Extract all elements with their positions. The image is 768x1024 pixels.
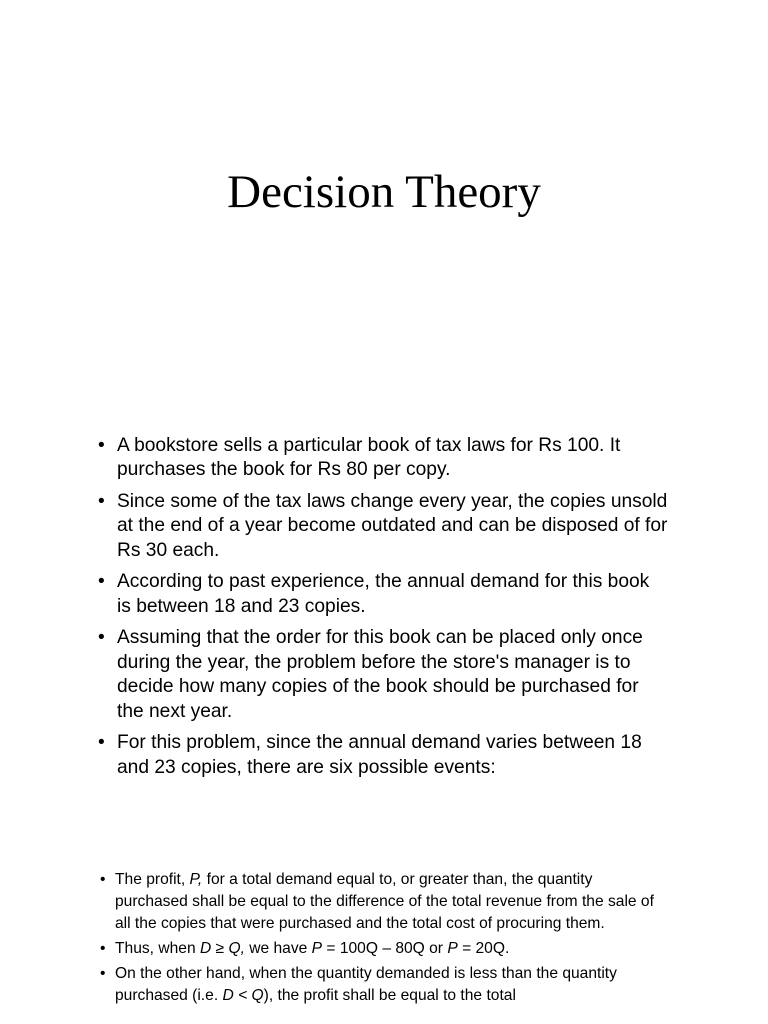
- bullet-list-intro: [98, 434, 668, 787]
- bullet-item: [100, 938, 666, 960]
- bullet-dot-icon: •: [98, 435, 105, 456]
- bullet-item: [98, 490, 668, 563]
- slide-title: Decision Theory: [227, 166, 541, 218]
- bullet-dot-icon: •: [98, 571, 105, 593]
- text-run: for a total demand equal to, or greater than, the quantity purchased shall be equal to the difference of the total revenue from the sale of all the copies that were purchased and the total cost of procuring them.: [115, 871, 654, 932]
- profit-symbol: P: [447, 939, 458, 957]
- bullet-item: [100, 869, 666, 934]
- text-run: ), the profit shall be equal to the total: [263, 986, 516, 1004]
- profit-symbol: P: [311, 939, 323, 957]
- bullet-text: For this problem, since the annual demand varies between 18 and 23 copies, there are six possible events:: [117, 732, 642, 778]
- bullet-item: [100, 963, 666, 1007]
- profit-symbol: P,: [189, 871, 203, 888]
- bullet-dot-icon: •: [100, 964, 106, 982]
- text-run: we have: [244, 939, 312, 957]
- bullet-item: [98, 570, 668, 619]
- bullet-list-profit: [100, 869, 666, 1010]
- text-run: = 100Q – 80Q or: [322, 939, 448, 957]
- text-run: On the other hand, when the quantity demanded is less than the quantity purchased (i.e.: [115, 964, 617, 1004]
- bullet-dot-icon: •: [98, 732, 105, 754]
- bullet-text: Assuming that the order for this book can be placed only once during the year, the problem before the store's manager is to decide how many copies of the book should be purchased for the next year.: [117, 627, 643, 722]
- bullet-text: [115, 938, 666, 960]
- condition-expression: D < Q: [222, 986, 264, 1004]
- bullet-dot-icon: •: [98, 491, 105, 512]
- bullet-item: [98, 626, 668, 724]
- bullet-dot-icon: •: [100, 871, 106, 888]
- bullet-text: According to past experience, the annual demand for this book is between 18 and 23 copies.: [117, 571, 650, 617]
- bullet-text: [115, 869, 666, 934]
- text-run: The profit,: [115, 871, 190, 888]
- bullet-item: [98, 434, 668, 483]
- condition-expression: D ≥ Q,: [199, 939, 245, 957]
- bullet-text: Since some of the tax laws change every year, the copies unsold at the end of a year become outdated and can be disposed of for Rs 30 each.: [117, 491, 668, 561]
- text-run: = 20Q.: [457, 939, 510, 957]
- bullet-text: [115, 963, 666, 1007]
- bullet-item: [98, 731, 668, 780]
- bullet-dot-icon: •: [98, 627, 105, 649]
- text-run: Thus, when: [115, 939, 200, 957]
- bullet-text: A bookstore sells a particular book of tax laws for Rs 100. It purchases the book for Rs 80 per copy.: [117, 435, 621, 481]
- bullet-dot-icon: •: [100, 939, 106, 957]
